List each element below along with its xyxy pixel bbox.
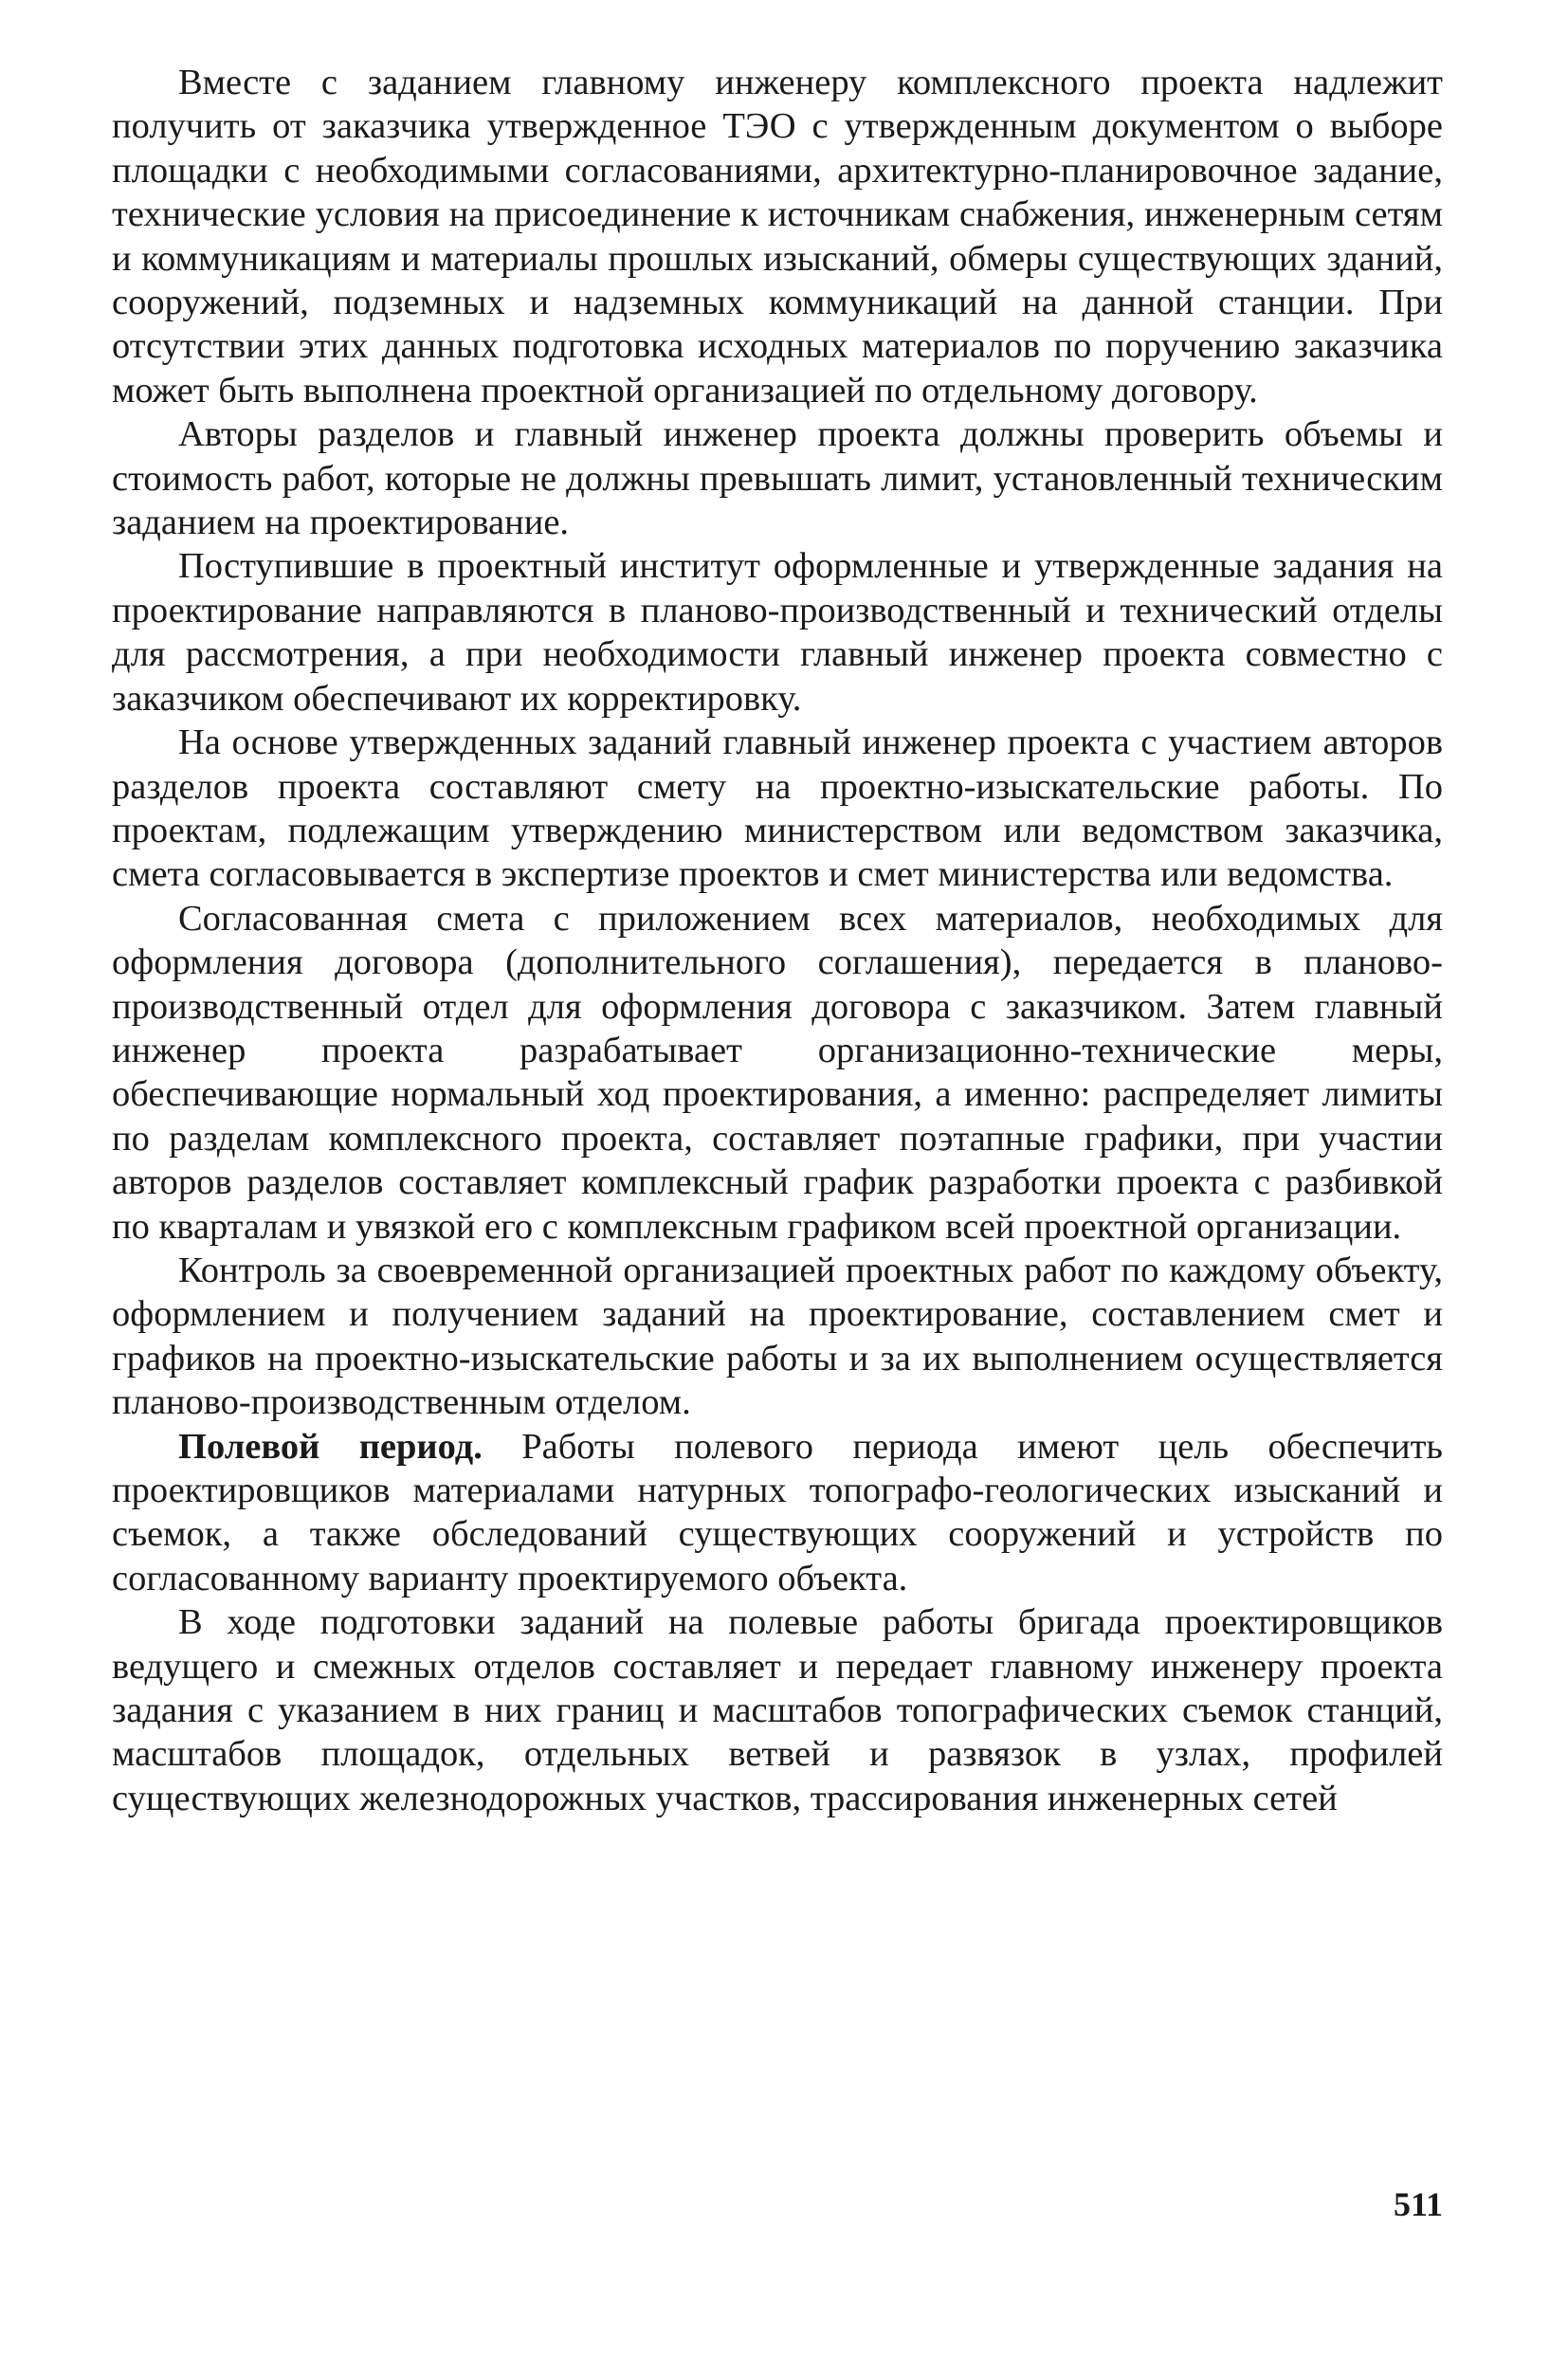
page-number: 511 xyxy=(1393,2185,1443,2223)
paragraph-3 xyxy=(112,544,1443,721)
paragraph-7-text: Работы полевого периода имеют цель обеспечить проектировщиков материалами натурных топографо-геологических изысканий и съемок, а также обследований существующих сооружений и устройств по согласованному варианту проектируемого объекта. xyxy=(112,1426,1443,1598)
paragraph-2 xyxy=(112,412,1443,544)
paragraph-1 xyxy=(112,61,1443,412)
section-heading-field-period: Полевой период. xyxy=(178,1426,483,1467)
paragraph-8 xyxy=(112,1600,1443,1820)
paragraph-3-text: Поступившие в проектный институт оформленные и утвержденные задания на проектирование направляются в планово-производственный и технический отделы для рассмотрения, а при необходимости главный инженер проекта совместно с заказчиком обеспечивают их корректировку. xyxy=(112,546,1443,719)
paragraph-8-text: В ходе подготовки заданий на полевые работы бригада проектировщиков ведущего и смежных отделов составляет и передает главному инженеру проекта задания с указанием в них границ и масштабов топографических съемок станций, масштабов площадок, отдельных ветвей и развязок в узлах, профилей существующих железнодорожных участков, трассирования инженерных сетей xyxy=(112,1602,1443,1818)
paragraph-5 xyxy=(112,897,1443,1249)
paragraph-6-text: Контроль за своевременной организацией проектных работ по каждому объекту, оформлением и получением заданий на проектирование, составлением смет и графиков на проектно-изыскательские работы и за их выполнением осуществляется планово-производственным отделом. xyxy=(112,1250,1443,1423)
paragraph-4 xyxy=(112,721,1443,897)
paragraph-6 xyxy=(112,1249,1443,1425)
page-body xyxy=(112,61,1443,1820)
paragraph-1-text: Вместе с заданием главному инженеру комплексного проекта надлежит получить от заказчика утвержденное ТЭО с утвержденным документом о выборе площадки с необходимыми согласованиями, архитектурно-планировочное задание, технические условия на присоединение к источникам снабжения, инженерным сетям и коммуникациям и материалы прошлых изысканий, обмеры существующих зданий, сооружений, подземных и надземных коммуникаций на данной станции. При отсутствии этих данных подготовка исходных материалов по поручению заказчика может быть выполнена проектной организацией по отдельному договору. xyxy=(112,63,1443,411)
paragraph-4-text: На основе утвержденных заданий главный инженер проекта с участием авторов разделов проекта составляют смету на проектно-изыскательские работы. По проектам, подлежащим утверждению министерством или ведомством заказчика, смета согласовывается в экспертизе проектов и смет министерства или ведомства. xyxy=(112,722,1443,895)
paragraph-5-text: Согласованная смета с приложением всех материалов, необходимых для оформления договора (дополнительного соглашения), передается в планово-производственный отдел для оформления договора с заказчиком. Затем главный инженер проекта разрабатывает организационно-технические меры, обеспечивающие нормальный ход проектирования, а именно: распределяет лимиты по разделам комплексного проекта, составляет поэтапные графики, при участии авторов разделов составляет комплексный график разработки проекта с разбивкой по кварталам и увязкой его с комплексным графиком всей проектной организации. xyxy=(112,898,1443,1247)
paragraph-2-text: Авторы разделов и главный инженер проекта должны проверить объемы и стоимость работ, которые не должны превышать лимит, установленный техническим заданием на проектирование. xyxy=(112,414,1443,543)
paragraph-7 xyxy=(112,1425,1443,1601)
